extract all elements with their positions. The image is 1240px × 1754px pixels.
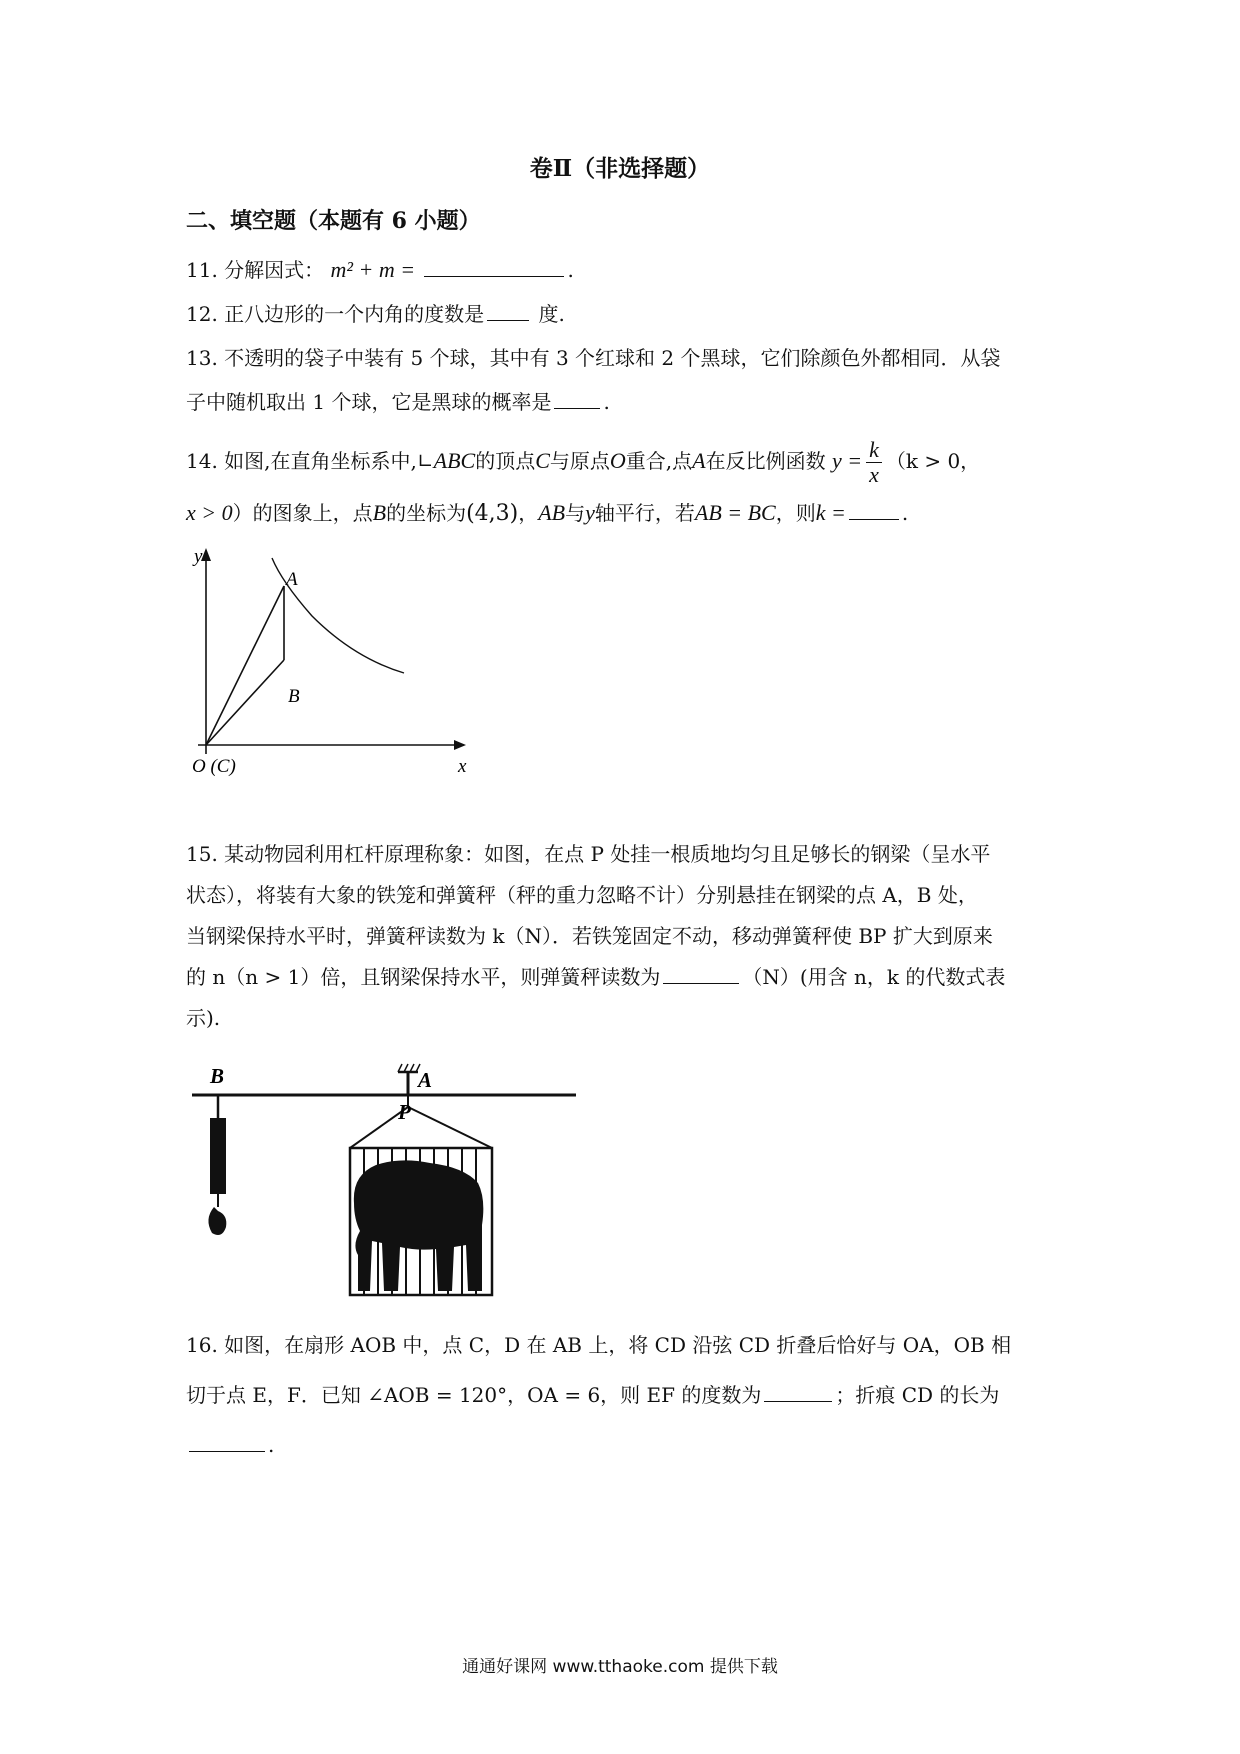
origin-label: O (C): [192, 756, 236, 777]
q14-k: k =: [815, 500, 846, 525]
answer-blank-16b[interactable]: [189, 1429, 265, 1452]
q14-a: A: [692, 448, 706, 473]
q15-line-4-suffix: （N）(用含 n，k 的代数式表: [742, 965, 1006, 989]
q15-line-3: 当钢梁保持水平时，弹簧秤读数为 k（N）．若铁笼固定不动，移动弹簧秤使 BP 扩大到原来: [186, 924, 993, 948]
point-a-label: A: [286, 569, 298, 590]
question-12: [186, 292, 1066, 336]
q14-comma: ，: [518, 501, 539, 525]
fraction-numerator: k: [866, 438, 882, 463]
q14-fraction: [866, 438, 882, 487]
q13-suffix: .: [603, 390, 610, 414]
q13-line-2: [186, 380, 1066, 424]
q16-line-2: [186, 1370, 1066, 1470]
q14-text-j: （k > 0，: [885, 449, 981, 473]
footer-text: 通通好课网 www.tthaoke.com 提供下载: [462, 1657, 778, 1677]
q14-abc: ABC: [433, 448, 476, 473]
q14-func-y: y =: [831, 448, 863, 473]
answer-blank-15[interactable]: [663, 961, 739, 984]
q15-line-2: 状态），将装有大象的铁笼和弹簧秤（秤的重力忽略不计）分别悬挂在钢梁的点 A，B 处，: [186, 883, 978, 907]
q14-text-a: 14. 如图,在直角坐标系中,: [186, 449, 417, 473]
q14-text-i: 在反比例函数: [705, 449, 826, 473]
section-title: 二、填空题（本题有 6 小题）: [186, 208, 481, 234]
q14-c: C: [535, 448, 550, 473]
right-angle-symbol: ∟: [416, 449, 434, 473]
q12-suffix: 度.: [538, 302, 565, 326]
q14-text-d2: 的坐标为: [386, 501, 467, 525]
question-15: [186, 834, 1066, 1039]
q14-text-h2: 与: [565, 501, 586, 525]
q14-b: B: [372, 500, 387, 525]
q14-y: y: [585, 500, 595, 525]
elephant-silhouette: [354, 1160, 483, 1291]
y-axis-label: y: [194, 546, 203, 567]
q15-line-4: [186, 957, 1066, 998]
q14-x-cond: x > 0: [186, 500, 233, 525]
q14-line-1: [186, 432, 1066, 490]
q14-b-coord: (4,3): [466, 501, 519, 526]
q13-line-1: 13. 不透明的袋子中装有 5 个球，其中有 3 个红球和 2 个黑球，它们除颜色外都相同．从袋: [186, 346, 1001, 370]
beam-point-a-label: A: [418, 1068, 433, 1092]
answer-blank-13[interactable]: [554, 386, 600, 409]
answer-blank-16a[interactable]: [764, 1379, 832, 1402]
answer-blank-14[interactable]: [849, 497, 899, 520]
beam-point-p-label: P: [398, 1100, 411, 1124]
q11-prefix: 11. 分解因式：: [186, 258, 325, 282]
x-axis-arrow: [454, 740, 466, 750]
q16-line-1: 16. 如图，在扇形 AOB 中，点 C，D 在 AB 上，将 CD 沿弦 CD 折叠后恰好与 OA，OB 相: [186, 1333, 1012, 1357]
figure-14-coordinate-graph: [186, 540, 486, 780]
q14-ab: AB: [538, 500, 566, 525]
segment-ca: [206, 586, 284, 745]
fraction-denominator: x: [869, 462, 879, 487]
figure-15-lever-scale: [186, 1055, 586, 1305]
beam-point-b-label: B: [210, 1064, 225, 1088]
q15-line-5: 示).: [186, 1006, 221, 1030]
page-title: 卷Ⅱ（非选择题）: [529, 155, 711, 182]
q14-text-l2: ，则: [775, 501, 816, 525]
point-b-label: B: [288, 686, 300, 707]
q14-text-g: 重合,点: [625, 449, 693, 473]
q14-text-j2: 轴平行，若: [594, 501, 695, 525]
question-16: [186, 1320, 1066, 1470]
answer-blank-12[interactable]: [487, 298, 529, 321]
answer-blank-11[interactable]: [424, 254, 564, 277]
x-axis-label: x: [458, 756, 467, 777]
q14-o: O: [609, 448, 626, 473]
cage-rope-right: [408, 1107, 492, 1148]
q11-suffix: .: [567, 258, 574, 282]
q14-suffix: .: [901, 501, 909, 525]
question-13: [186, 336, 1066, 424]
q13-line-2-text: 子中随机取出 1 个球，它是黑球的概率是: [186, 390, 552, 414]
q16-line-2-text: 切于点 E，F．已知 ∠AOB = 120°，OA = 6，则 EF 的度数为: [186, 1383, 762, 1407]
segment-bc: [206, 660, 284, 745]
q12-prefix: 12. 正八边形的一个内角的度数是: [186, 302, 485, 326]
y-axis-arrow: [201, 548, 211, 561]
q14-ab-bc: AB = BC: [694, 500, 776, 525]
q16-suffix: .: [268, 1433, 275, 1457]
q11-expression: m² + m =: [330, 257, 416, 282]
spring-scale: [210, 1118, 226, 1194]
q16-line-2-mid: ；折痕 CD 的长为: [835, 1383, 1000, 1407]
q15-line-4-text: 的 n（n > 1）倍，且钢梁保持水平，则弹簧秤读数为: [186, 965, 661, 989]
q14-text-e: 与原点: [549, 449, 610, 473]
q14-text-b2: ）的图象上，点: [232, 501, 373, 525]
q15-line-1: 15. 某动物园利用杠杆原理称象：如图，在点 P 处挂一根质地均匀且足够长的钢梁（呈水平: [186, 842, 991, 866]
q14-text-c: 的顶点: [475, 449, 536, 473]
question-14: [186, 432, 1066, 543]
scale-weight-icon: [208, 1207, 226, 1235]
q14-line-2: [186, 484, 1066, 543]
question-11: [186, 248, 1066, 292]
